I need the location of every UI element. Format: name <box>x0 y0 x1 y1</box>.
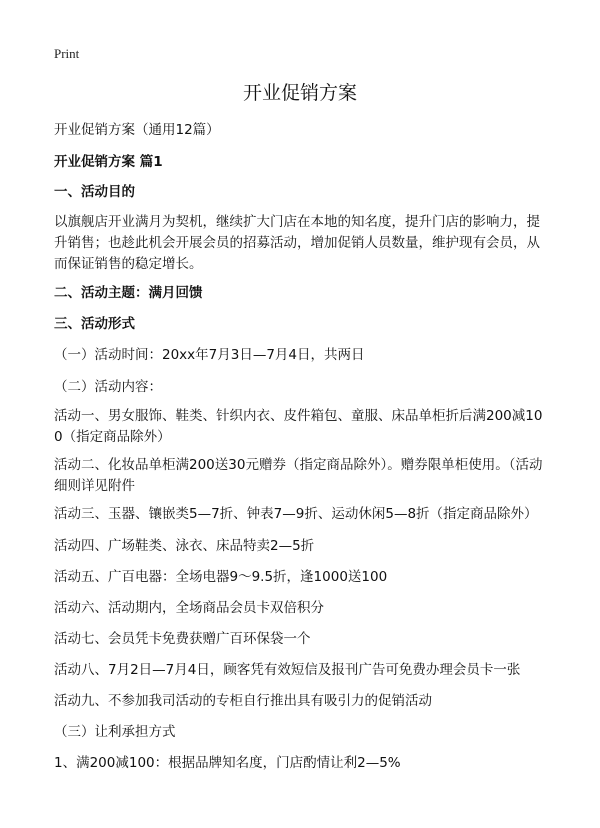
purpose-paragraph: 以旗舰店开业满月为契机，继续扩大门店在本地的知名度，提升门店的影响力，提升销售；也趁此机会开展会员的招募活动，增加促销人员数量，维护现有会员，从而保证销售的稳定增长。 <box>54 214 540 272</box>
activity-item-1: 活动一、男女服饰、鞋类、针织内衣、皮件箱包、童服、床品单柜折后满200减100（指定商品除外） <box>54 408 543 445</box>
document-subtitle: 开业促销方案（通用12篇） <box>54 122 220 138</box>
activity-item-6: 活动六、活动期内，全场商品会员卡双倍积分 <box>54 600 324 616</box>
activity-item-5: 活动五、广百电器：全场电器9～9.5折，逢1000送100 <box>54 569 388 585</box>
activity-content-heading: （二）活动内容： <box>54 379 162 395</box>
activity-item-3: 活动三、玉器、镶嵌类5—7折、钟表7—9折、运动休闲5—8折（指定商品除外） <box>54 506 538 522</box>
cost-sharing-heading: （三）让利承担方式 <box>54 724 176 740</box>
activity-item-8: 活动八、7月2日—7月4日，顾客凭有效短信及报刊广告可免费办理会员卡一张 <box>54 662 521 678</box>
activity-item-9: 活动九、不参加我司活动的专柜自行推出具有吸引力的促销活动 <box>54 693 432 709</box>
activity-item-7: 活动七、会员凭卡免费获赠广百环保袋一个 <box>54 631 311 647</box>
document-title: 开业促销方案 <box>242 82 357 104</box>
activity-item-4: 活动四、广场鞋类、泳衣、床品特卖2—5折 <box>54 538 315 554</box>
print-label: Print <box>54 46 80 61</box>
activity-time: （一）活动时间：20xx年7月3日—7月4日，共两日 <box>54 347 365 363</box>
activity-item-2: 活动二、化妆品单柜满200送30元赠券（指定商品除外）。赠券限单柜使用。（活动细则详见附件 <box>54 457 543 494</box>
heading-theme: 二、活动主题：满月回馈 <box>54 285 203 301</box>
cost-sharing-item-1: 1、满200减100：根据品牌知名度，门店酌情让利2—5% <box>54 755 401 771</box>
section-title: 开业促销方案 篇1 <box>54 154 163 170</box>
heading-purpose: 一、活动目的 <box>54 184 135 200</box>
heading-format: 三、活动形式 <box>54 316 135 332</box>
